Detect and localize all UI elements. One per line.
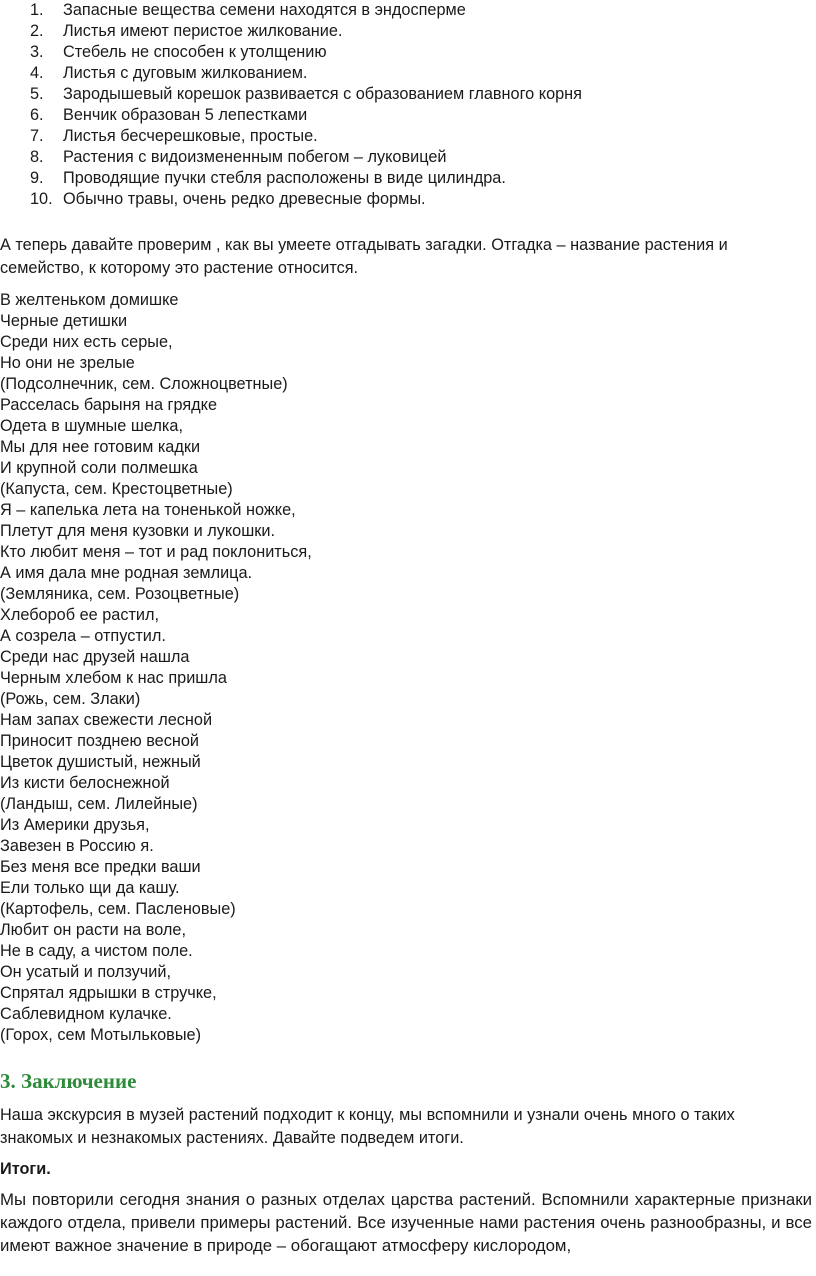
riddle-line: Завезен в Россию я. [0, 837, 154, 855]
riddle-line: Приносит позднею весной [0, 732, 199, 750]
riddle-line: Ели только щи да кашу. [0, 879, 180, 897]
riddle-answer: (Земляника, сем. Розоцветные) [0, 585, 240, 603]
riddle-line: Черным хлебом к нас пришла [0, 669, 227, 687]
riddle-answer: (Подсолнечник, сем. Сложноцветные) [0, 375, 288, 393]
riddle-line: Спрятал ядрышки в стручке, [0, 984, 217, 1002]
riddle-line: Среди них есть серые, [0, 333, 173, 351]
list-item-text: Листья имеют перистое жилкование. [63, 22, 343, 40]
riddles-intro: А теперь давайте проверим , как вы умеете отгадывать загадки. Отгадка – название растения и семейство, к которому это растение относится. [0, 236, 728, 277]
riddle-line: Он усатый и ползучий, [0, 963, 172, 981]
riddle-line: Нам запах свежести лесной [0, 711, 213, 729]
riddle-answer: (Горох, сем Мотыльковые) [0, 1026, 202, 1044]
riddle-line: Одета в шумные шелка, [0, 417, 183, 435]
list-item-text: Стебель не способен к утолщению [63, 43, 327, 61]
list-item-text: Листья с дуговым жилкованием. [63, 64, 308, 82]
riddle-line: Из Америки друзья, [0, 816, 150, 834]
riddle-line: А созрела – отпустил. [0, 627, 166, 645]
list-item-text: Обычно травы, очень редко древесные формы. [63, 190, 426, 208]
list-item-number: 4. [30, 64, 44, 82]
riddle-line: Черные детишки [0, 312, 128, 330]
list-item-number: 9. [30, 169, 44, 187]
riddle-line: Из кисти белоснежной [0, 774, 170, 792]
riddle-line: Плетут для меня кузовки и лукошки. [0, 522, 275, 540]
list-item-text: Зародышевый корешок развивается с образованием главного корня [63, 85, 582, 103]
list-item-number: 8. [30, 148, 44, 166]
riddle-line: А имя дала мне родная землица. [0, 564, 253, 582]
riddle-line: Но они не зрелые [0, 354, 135, 372]
list-item-text: Растения с видоизмененным побегом – луковицей [63, 148, 447, 166]
riddle-answer: (Картофель, сем. Пасленовые) [0, 900, 236, 918]
list-item-text: Венчик образован 5 лепестками [63, 106, 308, 124]
riddle-line: Расселась барыня на грядке [0, 396, 218, 414]
riddle-line: В желтеньком домишке [0, 291, 179, 309]
list-item-number: 1. [30, 1, 44, 19]
list-item-number: 3. [30, 43, 44, 61]
riddle-answer: (Капуста, сем. Крестоцветные) [0, 480, 233, 498]
excursion-paragraph: Наша экскурсия в музей растений подходит к концу, мы вспомнили и узнали очень много о таких знакомых и незнакомых растениях. Давайте подведем итоги. [0, 1106, 735, 1147]
riddle-line: Саблевидном кулачке. [0, 1005, 172, 1023]
riddle-line: Мы для нее готовим кадки [0, 438, 201, 456]
riddle-line: Без меня все предки ваши [0, 858, 201, 876]
riddle-line: Цветок душистый, нежный [0, 753, 201, 771]
riddle-answer: (Ландыш, сем. Лилейные) [0, 795, 198, 813]
riddle-line: Я – капелька лета на тоненькой ножке, [0, 501, 296, 519]
riddle-line: Не в саду, а чистом поле. [0, 942, 193, 960]
list-item-text: Запасные вещества семени находятся в эндосперме [63, 1, 466, 19]
list-item-number: 2. [30, 22, 44, 40]
riddle-line: И крупной соли полмешка [0, 459, 198, 477]
list-item-text: Листья бесчерешковые, простые. [63, 127, 318, 145]
conclusion-heading: 3. Заключение [0, 1069, 137, 1093]
riddle-answer: (Рожь, сем. Злаки) [0, 690, 141, 708]
riddle-line: Среди нас друзей нашла [0, 648, 190, 666]
list-item-number: 10. [30, 190, 53, 208]
list-item-number: 7. [30, 127, 44, 145]
results-title: Итоги. [0, 1160, 51, 1178]
list-item-text: Проводящие пучки стебля расположены в виде цилиндра. [63, 169, 506, 187]
riddle-line: Кто любит меня – тот и рад поклониться, [0, 543, 312, 561]
riddles-block [0, 290, 312, 1046]
list-item-number: 6. [30, 106, 44, 124]
list-item-number: 5. [30, 85, 44, 103]
riddle-line: Хлебороб ее растил, [0, 606, 160, 624]
summary-paragraph: Мы повторили сегодня знания о разных отделах царства растений. Вспомнили характерные признаки каждого отдела, привели примеры растений. Все изученные нами растения очень разнообразны, и все имеют важное значение в природе – обогащают атмосферу кислородом, [0, 1190, 812, 1255]
riddle-line: Любит он расти на воле, [0, 921, 187, 939]
